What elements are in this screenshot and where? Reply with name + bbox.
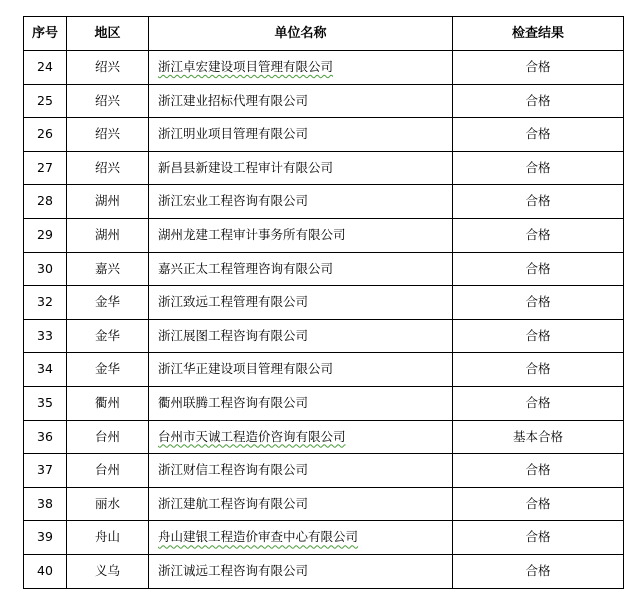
cell-company [149,151,453,185]
cell-result: 合格 [453,151,624,185]
cell-seq: 25 [24,84,67,118]
company-name-text: 舟山建银工程造价审查中心有限公司 [158,529,359,545]
cell-result: 合格 [453,454,624,488]
cell-region: 丽水 [67,487,149,521]
cell-result: 合格 [453,521,624,555]
cell-company [149,218,453,252]
table-row [24,454,624,488]
cell-seq: 26 [24,118,67,152]
table-row [24,353,624,387]
cell-seq: 29 [24,218,67,252]
cell-company [149,118,453,152]
table-header [24,17,624,51]
cell-company [149,420,453,454]
cell-region: 金华 [67,319,149,353]
cell-company [149,521,453,555]
header-region: 地区 [67,17,149,51]
cell-result: 基本合格 [453,420,624,454]
cell-seq: 35 [24,386,67,420]
company-name-text: 浙江宏业工程咨询有限公司 [158,193,309,209]
cell-result: 合格 [453,51,624,85]
cell-result: 合格 [453,487,624,521]
cell-company [149,319,453,353]
company-name-text: 浙江致远工程管理有限公司 [158,294,309,310]
cell-result: 合格 [453,319,624,353]
cell-seq: 24 [24,51,67,85]
cell-result: 合格 [453,84,624,118]
table-row [24,386,624,420]
cell-region: 绍兴 [67,84,149,118]
cell-seq: 40 [24,554,67,588]
cell-company [149,51,453,85]
header-result: 检查结果 [453,17,624,51]
company-name-text: 浙江展图工程咨询有限公司 [158,327,309,343]
company-name-text: 台州市天诚工程造价咨询有限公司 [158,428,346,444]
table-row [24,151,624,185]
cell-result: 合格 [453,218,624,252]
company-name-text: 浙江明业项目管理有限公司 [158,126,309,142]
inspection-results-table [23,16,624,589]
company-name-text: 浙江建航工程咨询有限公司 [158,495,309,511]
cell-result: 合格 [453,286,624,320]
header-company: 单位名称 [149,17,453,51]
company-name-text: 衢州联腾工程咨询有限公司 [158,394,309,410]
cell-region: 湖州 [67,185,149,219]
cell-company [149,353,453,387]
company-name-text: 浙江建业招标代理有限公司 [158,92,309,108]
header-row [24,17,624,51]
cell-result: 合格 [453,118,624,152]
cell-region: 台州 [67,420,149,454]
cell-seq: 36 [24,420,67,454]
cell-seq: 39 [24,521,67,555]
cell-result: 合格 [453,353,624,387]
table-row [24,286,624,320]
table-row [24,218,624,252]
cell-seq: 28 [24,185,67,219]
company-name-text: 新昌县新建设工程审计有限公司 [158,159,334,175]
cell-region: 义乌 [67,554,149,588]
company-name-text: 浙江卓宏建设项目管理有限公司 [158,59,334,75]
company-name-text: 浙江华正建设项目管理有限公司 [158,361,334,377]
cell-region: 绍兴 [67,151,149,185]
cell-company [149,454,453,488]
company-name-text: 浙江财信工程咨询有限公司 [158,462,309,478]
cell-company [149,386,453,420]
header-seq: 序号 [24,17,67,51]
cell-result: 合格 [453,554,624,588]
cell-region: 舟山 [67,521,149,555]
company-name-text: 湖州龙建工程审计事务所有限公司 [158,227,346,243]
company-name-text: 嘉兴正太工程管理咨询有限公司 [158,260,334,276]
table-row [24,252,624,286]
cell-seq: 33 [24,319,67,353]
table-row [24,554,624,588]
cell-seq: 30 [24,252,67,286]
table-row [24,51,624,85]
cell-region: 绍兴 [67,51,149,85]
cell-region: 湖州 [67,218,149,252]
table-row [24,487,624,521]
cell-result: 合格 [453,185,624,219]
cell-company [149,554,453,588]
company-name-text: 浙江诚远工程咨询有限公司 [158,562,309,578]
cell-region: 金华 [67,286,149,320]
cell-seq: 27 [24,151,67,185]
cell-region: 衢州 [67,386,149,420]
cell-seq: 37 [24,454,67,488]
cell-region: 绍兴 [67,118,149,152]
cell-company [149,286,453,320]
cell-result: 合格 [453,386,624,420]
cell-region: 台州 [67,454,149,488]
table-body [24,51,624,589]
table-row [24,521,624,555]
cell-result: 合格 [453,252,624,286]
cell-region: 金华 [67,353,149,387]
table-row [24,319,624,353]
cell-company [149,487,453,521]
cell-region: 嘉兴 [67,252,149,286]
cell-company [149,252,453,286]
table-row [24,420,624,454]
cell-company [149,185,453,219]
table-row [24,84,624,118]
table-row [24,118,624,152]
cell-company [149,84,453,118]
cell-seq: 32 [24,286,67,320]
table-row [24,185,624,219]
cell-seq: 34 [24,353,67,387]
cell-seq: 38 [24,487,67,521]
